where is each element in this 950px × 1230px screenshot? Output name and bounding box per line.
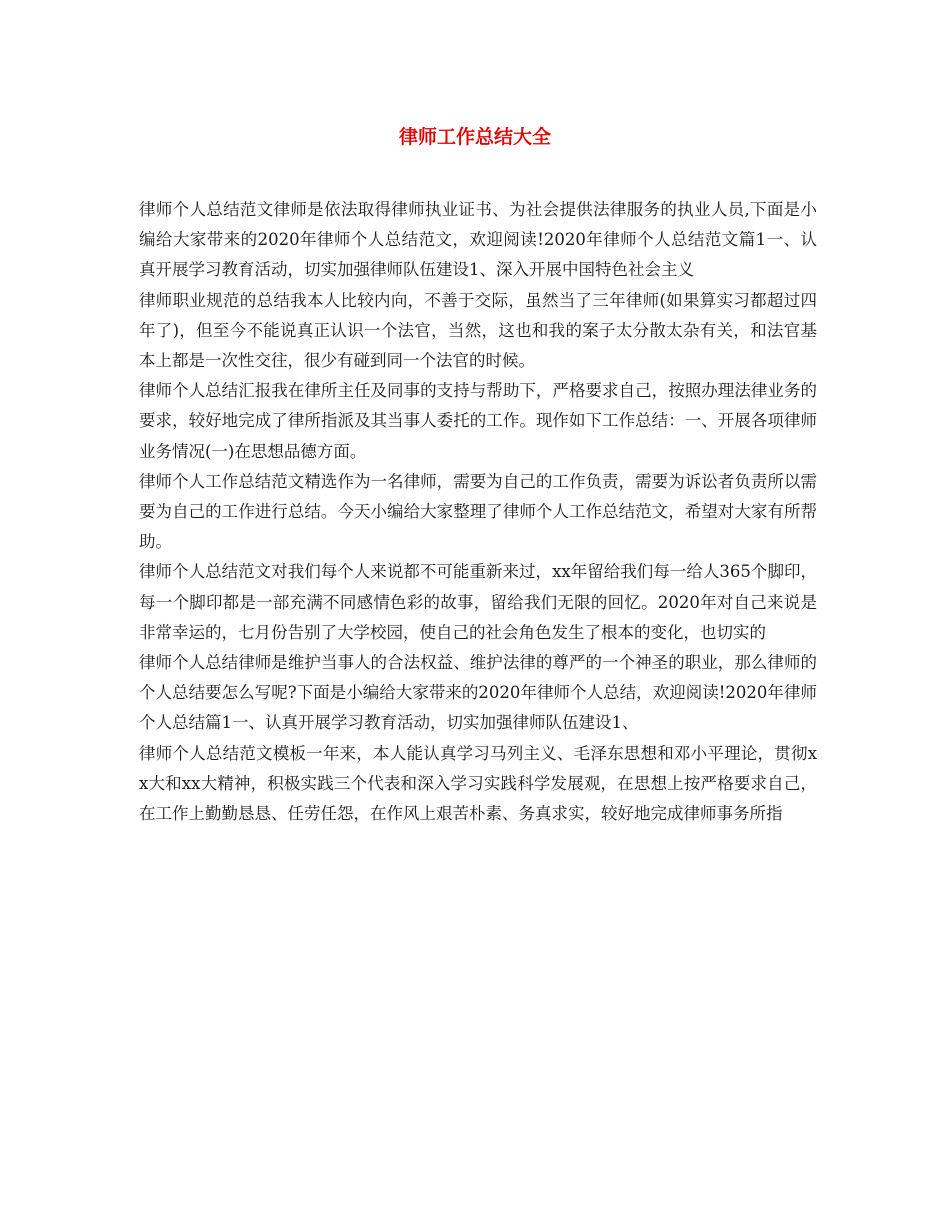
document-title: 律师工作总结大全 [398, 126, 551, 148]
paragraph-4: 律师个人工作总结范文精选作为一名律师，需要为自己的工作负责，需要为诉讼者负责所以需要为自己的工作进行总结。今天小编给大家整理了律师个人工作总结范文，希望对大家有所帮助。 [139, 471, 817, 552]
paragraph-1: 律师个人总结范文律师是依法取得律师执业证书、为社会提供法律服务的执业人员,下面是小编给大家带来的2020年律师个人总结范文，欢迎阅读!2020年律师个人总结范文篇1一、认真开展学习教育活动，切实加强律师队伍建设1、深入开展中国特色社会主义 [139, 200, 817, 280]
paragraph-5: 律师个人总结范文对我们每个人来说都不可能重新来过，xx年留给我们每一给人365个脚印，每一个脚印都是一部充满不同感情色彩的故事，留给我们无限的回忆。2020年对自己来说是非常幸运的，七月份告别了大学校园，使自己的社会角色发生了根本的变化，也切实的 [139, 562, 817, 642]
paragraph-2: 律师职业规范的总结我本人比较内向，不善于交际，虽然当了三年律师(如果算实习都超过四年了)，但至今不能说真正认识一个法官，当然，这也和我的案子太分散太杂有关，和法官基本上都是一次性交往，很少有碰到同一个法官的时候。 [139, 290, 817, 371]
paragraph-6: 律师个人总结律师是维护当事人的合法权益、维护法律的尊严的一个神圣的职业，那么律师的个人总结要怎么写呢?下面是小编给大家带来的2020年律师个人总结，欢迎阅读!2020年律师个人总结篇1一、认真开展学习教育活动，切实加强律师队伍建设1、 [139, 653, 817, 733]
document-body [139, 195, 817, 829]
paragraph-3: 律师个人总结汇报我在律所主任及同事的支持与帮助下，严格要求自己，按照办理法律业务的要求，较好地完成了律所指派及其当事人委托的工作。现作如下工作总结：一、开展各项律师业务情况(一)在思想品德方面。 [139, 381, 817, 461]
paragraph-7: 律师个人总结范文模板一年来，本人能认真学习马列主义、毛泽东思想和邓小平理论，贯彻xx大和xx大精神，积极实践三个代表和深入学习实践科学发展观，在思想上按严格要求自己，在工作上勤勤恳恳、任劳任怨，在作风上艰苦朴素、务真求实，较好地完成律师事务所指 [139, 743, 817, 824]
